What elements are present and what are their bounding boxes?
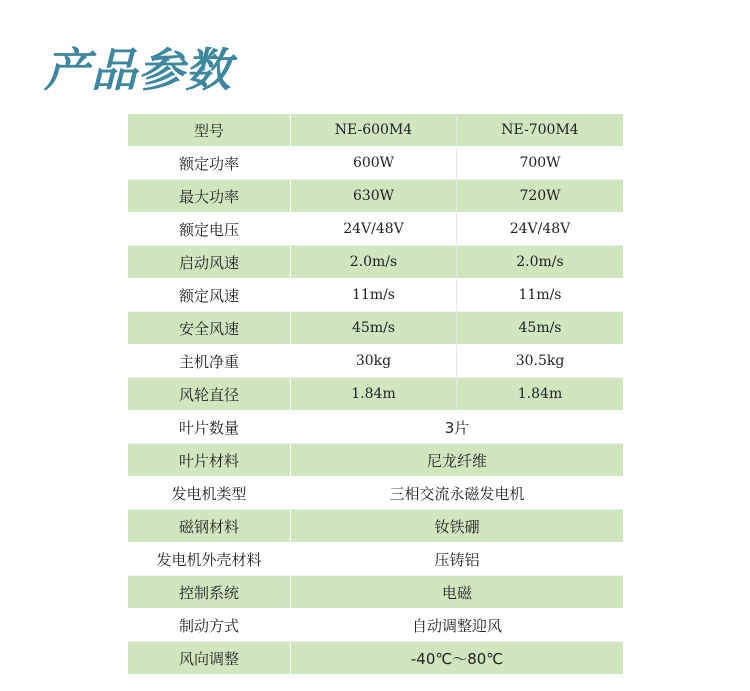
row-value-b: 11m/s [457, 279, 624, 312]
row-label: 发电机外壳材料 [128, 543, 291, 576]
row-value-a: 11m/s [291, 279, 457, 312]
row-value-a: 2.0m/s [291, 246, 457, 279]
row-value-b: 45m/s [457, 312, 624, 345]
row-value: 电磁 [291, 576, 624, 609]
table-row [128, 444, 624, 477]
row-label: 叶片材料 [128, 444, 291, 477]
table-row [128, 279, 624, 312]
row-value: 钕铁硼 [291, 510, 624, 543]
row-value: 自动调整迎风 [291, 609, 624, 642]
row-label: 启动风速 [128, 246, 291, 279]
table-row [128, 609, 624, 642]
row-value: -40℃～80℃ [291, 642, 624, 675]
row-value-b: 2.0m/s [457, 246, 624, 279]
table-row [128, 180, 624, 213]
row-value-a: 600W [291, 147, 457, 180]
row-value-a: 24V/48V [291, 213, 457, 246]
row-value: 三相交流永磁发电机 [291, 477, 624, 510]
table-row [128, 642, 624, 675]
row-label: 额定电压 [128, 213, 291, 246]
row-label: 制动方式 [128, 609, 291, 642]
table-row [128, 345, 624, 378]
spec-table [127, 113, 624, 675]
row-label: 发电机类型 [128, 477, 291, 510]
row-value-a: 30kg [291, 345, 457, 378]
row-label: 叶片数量 [128, 411, 291, 444]
row-value-b: 1.84m [457, 378, 624, 411]
row-label: 额定风速 [128, 279, 291, 312]
table-row [128, 543, 624, 576]
header-model-a: NE-600M4 [291, 114, 457, 147]
table-row [128, 477, 624, 510]
row-value: 3片 [291, 411, 624, 444]
row-value-a: 1.84m [291, 378, 457, 411]
table-row [128, 147, 624, 180]
table-row [128, 576, 624, 609]
row-label: 风轮直径 [128, 378, 291, 411]
table-row-header [128, 114, 624, 147]
row-label: 安全风速 [128, 312, 291, 345]
table-row [128, 378, 624, 411]
table-row [128, 411, 624, 444]
row-value-a: 45m/s [291, 312, 457, 345]
row-value-b: 720W [457, 180, 624, 213]
row-label: 额定功率 [128, 147, 291, 180]
page-title: 产品参数 [44, 43, 232, 97]
row-value-b: 24V/48V [457, 213, 624, 246]
header-label: 型号 [128, 114, 291, 147]
table-row [128, 213, 624, 246]
row-value-b: 30.5kg [457, 345, 624, 378]
row-label: 风向调整 [128, 642, 291, 675]
table-row [128, 246, 624, 279]
row-value-a: 630W [291, 180, 457, 213]
row-label: 最大功率 [128, 180, 291, 213]
table-row [128, 510, 624, 543]
table-row [128, 312, 624, 345]
row-label: 控制系统 [128, 576, 291, 609]
row-label: 磁钢材料 [128, 510, 291, 543]
row-value: 压铸铝 [291, 543, 624, 576]
row-value-b: 700W [457, 147, 624, 180]
row-value: 尼龙纤维 [291, 444, 624, 477]
row-label: 主机净重 [128, 345, 291, 378]
header-model-b: NE-700M4 [457, 114, 624, 147]
